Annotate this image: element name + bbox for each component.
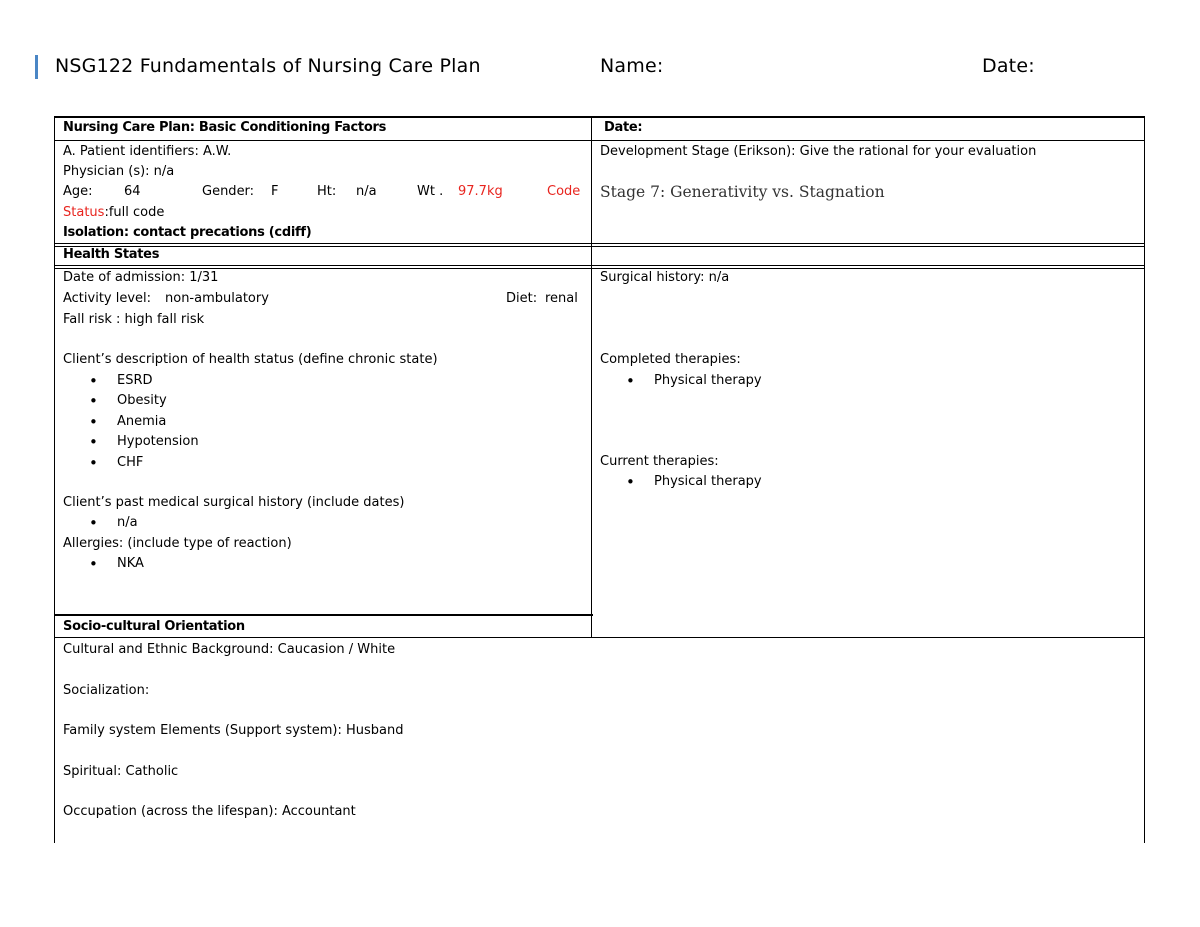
list-item: • Physical therapy [600,472,762,492]
list-item: • n/a [63,513,138,533]
height-label: Ht: [317,184,337,199]
list-item: • Obesity [63,391,199,411]
completed-therapies-list [600,371,762,391]
activity-value: non-ambulatory [165,291,269,306]
past-history-list [63,513,138,533]
isolation: Isolation: contact precations (cdiff) [63,225,312,240]
health-states-heading: Health States [63,247,160,262]
physician: Physician (s): n/a [63,164,175,179]
weight-value: 97.7kg [458,184,503,199]
table-date-label: Date: [604,120,643,135]
age-label: Age: [63,184,93,199]
allergies-heading: Allergies: (include type of reaction) [63,536,292,551]
socio-cultural-heading: Socio-cultural Orientation [63,619,245,634]
age-value: 64 [124,184,141,199]
health-status-heading: Client’s description of health status (define chronic state) [63,352,438,367]
development-stage-value: Stage 7: Generativity vs. Stagnation [600,183,885,201]
gender-value: F [271,184,279,199]
weight-label: Wt . [417,184,444,199]
list-item: • Anemia [63,412,199,432]
occupation: Occupation (across the lifespan): Accountant [63,804,356,819]
surgical-history: Surgical history: n/a [600,270,730,285]
status-value: :full code [104,205,165,220]
list-item: • ESRD [63,371,199,391]
list-item: • NKA [63,554,144,574]
development-stage-label: Development Stage (Erikson): Give the rational for your evaluation [600,144,1037,159]
gender-label: Gender: [202,184,255,199]
code-status [63,203,164,223]
name-label: Name: [600,55,664,77]
activity-label: Activity level: [63,291,152,306]
basic-factors-heading: Nursing Care Plan: Basic Conditioning Factors [63,120,387,135]
vitals-row [63,182,588,202]
conditions-list [63,371,199,473]
header-date-label: Date: [982,55,1035,77]
status-label: Status [63,205,105,220]
document-title: NSG122 Fundamentals of Nursing Care Plan [55,55,481,77]
patient-identifiers: A. Patient identifiers: A.W. [63,144,232,159]
list-item: • Physical therapy [600,371,762,391]
diet-value: renal [545,291,578,306]
height-value: n/a [356,184,377,199]
diet-label: Diet: [506,291,538,306]
list-item: • CHF [63,453,199,473]
completed-therapies-heading: Completed therapies: [600,352,741,367]
socialization: Socialization: [63,683,150,698]
allergies-list [63,554,144,574]
header-accent-bar [35,55,38,79]
cultural-background: Cultural and Ethnic Background: Caucasion / White [63,642,396,657]
code-label: Code [547,184,581,199]
family-system: Family system Elements (Support system): Husband [63,723,404,738]
current-therapies-heading: Current therapies: [600,454,719,469]
fall-risk: Fall risk : high fall risk [63,312,205,327]
current-therapies-list [600,472,762,492]
spiritual: Spiritual: Catholic [63,764,179,779]
date-of-admission: Date of admission: 1/31 [63,270,219,285]
list-item: • Hypotension [63,432,199,452]
past-history-heading: Client’s past medical surgical history (include dates) [63,495,405,510]
activity-diet-row [63,289,588,309]
